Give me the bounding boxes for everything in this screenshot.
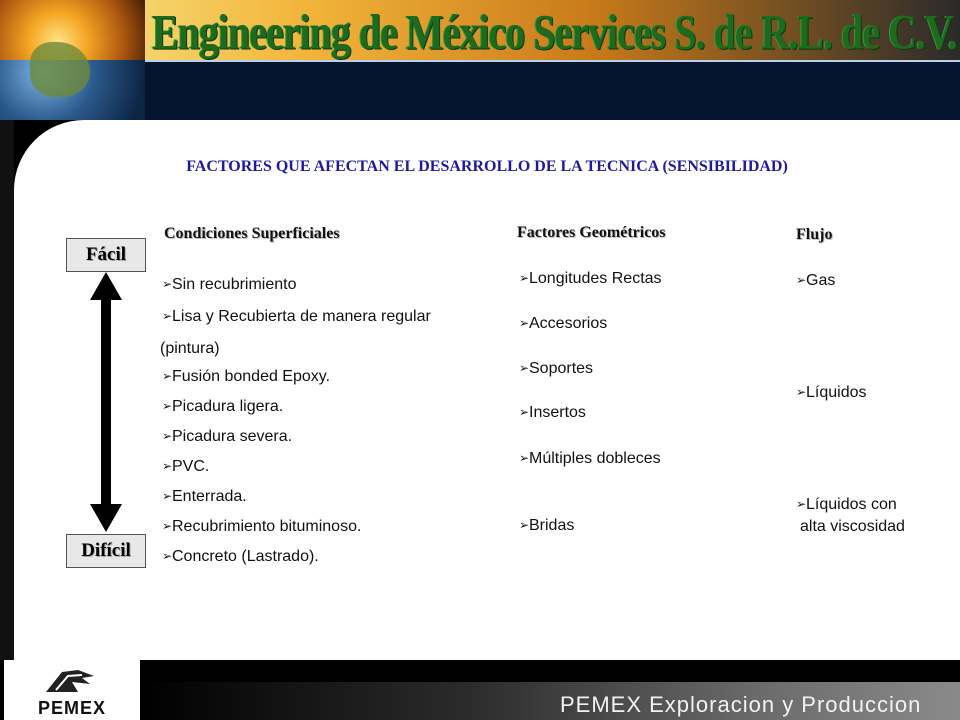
surface-heading: Condiciones Superficiales (164, 225, 340, 242)
bullet-icon: ➢ (519, 518, 530, 532)
list-item-continued: (pintura) (160, 340, 220, 357)
bullet-icon: ➢ (162, 369, 173, 383)
list-item: ➢Líquidos (796, 384, 867, 401)
bullet-icon: ➢ (162, 309, 173, 323)
left-strip (0, 120, 14, 660)
bullet-icon: ➢ (796, 497, 807, 511)
bullet-icon: ➢ (162, 429, 173, 443)
flow-heading: Flujo (796, 226, 833, 243)
list-item: ➢Picadura ligera. (162, 398, 284, 415)
hard-label-box: Difícil (66, 534, 146, 568)
list-item: ➢Fusión bonded Epoxy. (162, 368, 331, 385)
list-item: ➢Líquidos con (796, 496, 897, 513)
bullet-icon: ➢ (519, 271, 530, 285)
header-dark-band (145, 60, 960, 120)
slide-title: FACTORES QUE AFECTAN EL DESARROLLO DE LA TECNICA (SENSIBILIDAD) (186, 158, 788, 175)
list-item-continued: alta viscosidad (800, 518, 905, 535)
list-item: ➢Concreto (Lastrado). (162, 548, 319, 565)
eagle-logo-icon (42, 666, 102, 696)
list-item: ➢Longitudes Rectas (519, 270, 662, 287)
bullet-icon: ➢ (162, 399, 173, 413)
bullet-icon: ➢ (162, 277, 173, 291)
list-item: ➢Múltiples dobleces (519, 450, 661, 467)
slide-footer (0, 660, 960, 720)
list-item: ➢PVC. (162, 458, 210, 475)
list-item: ➢Recubrimiento bituminoso. (162, 518, 362, 535)
bullet-icon: ➢ (519, 405, 530, 419)
bullet-icon: ➢ (796, 385, 807, 399)
company-name: Engineering de México Services S. de R.L. de C.V. (152, 3, 957, 60)
double-arrow-icon (66, 272, 146, 532)
geometric-heading: Factores Geométricos (517, 224, 666, 241)
bullet-icon: ➢ (162, 489, 173, 503)
easy-label-box: Fácil (66, 238, 146, 272)
pemex-logo (4, 660, 140, 720)
bullet-icon: ➢ (519, 316, 530, 330)
bullet-icon: ➢ (162, 519, 173, 533)
list-item: ➢Accesorios (519, 315, 608, 332)
list-item: ➢Lisa y Recubierta de manera regular (162, 308, 431, 325)
list-item: ➢Bridas (519, 517, 575, 534)
list-item: ➢Insertos (519, 404, 586, 421)
content-panel (14, 120, 960, 660)
list-item: ➢Enterrada. (162, 488, 247, 505)
list-item: ➢Gas (796, 272, 836, 289)
pemex-logo-text: PEMEX (38, 698, 107, 718)
bullet-icon: ➢ (162, 549, 173, 563)
bullet-icon: ➢ (519, 451, 530, 465)
slide-header (0, 0, 960, 120)
bullet-icon: ➢ (796, 273, 807, 287)
list-item: ➢Picadura severa. (162, 428, 293, 445)
bullet-icon: ➢ (162, 459, 173, 473)
list-item: ➢Sin recubrimiento (162, 276, 297, 293)
list-item: ➢Soportes (519, 360, 594, 377)
division-name: PEMEX Exploracion y Produccion (560, 692, 922, 717)
bullet-icon: ➢ (519, 361, 530, 375)
